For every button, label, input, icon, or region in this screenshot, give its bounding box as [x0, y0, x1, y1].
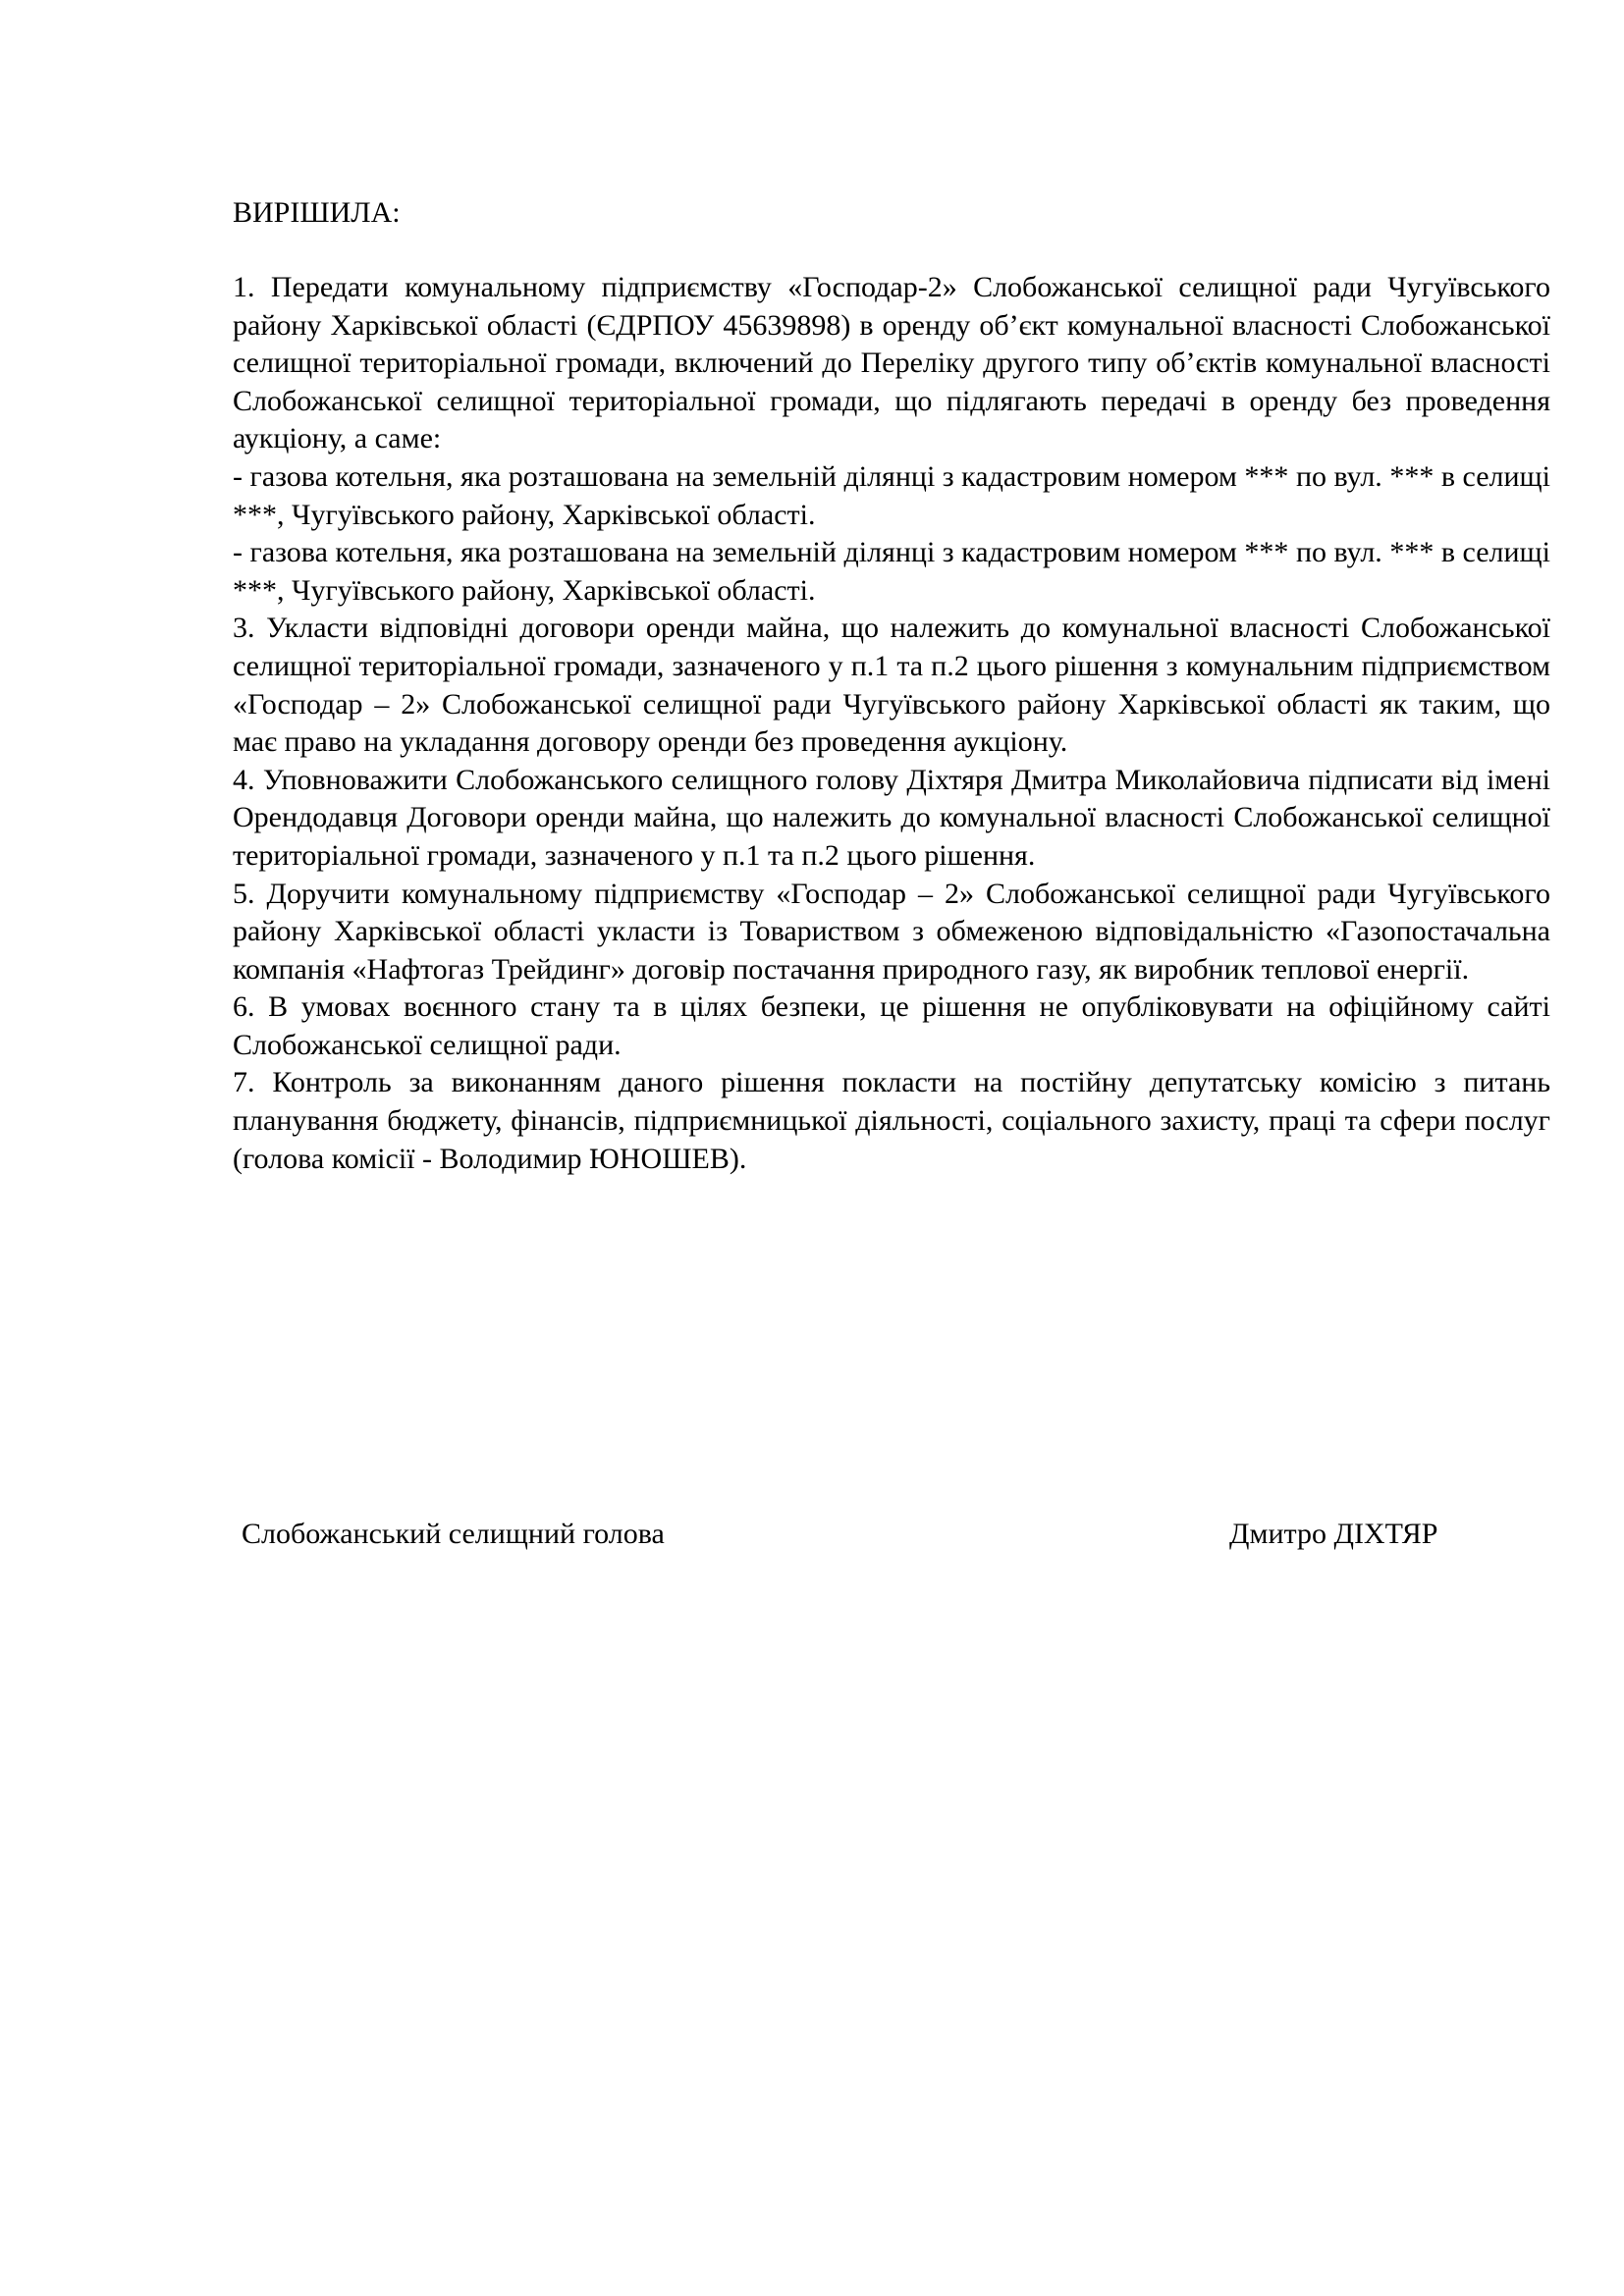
paragraph-6: 6. В умовах воєнного стану та в цілях безпеки, це рішення не опубліковувати на офіційному сайті Слобожанської селищної ради.: [233, 990, 1550, 1061]
paragraph-item-boiler-2: - газова котельня, яка розташована на земельній ділянці з кадастровим номером *** по вул. *** в селищі ***, Чугуївського району, Харківської області.: [233, 536, 1550, 607]
signature-name: Дмитро ДІХТЯР: [1229, 1518, 1438, 1550]
paragraph-3: 3. Укласти відповідні договори оренди майна, що належить до комунальної власності Слобожанської селищної територіальної громади, зазначеного у п.1 та п.2 цього рішення з комунальним підприємством «Господар – 2» Слобожанської селищної ради Чугуївського району Харківської області як таким, що має право на укладання договору оренди без проведення аукціону.: [233, 612, 1550, 759]
paragraph-5: 5. Доручити комунальному підприємству «Господар – 2» Слобожанської селищної ради Чугуївського району Харківської області укласти із Товариством з обмеженою відповідальністю «Газопостачальна компанія «Нафтогаз Трейдинг» договір постачання природного газу, як виробник теплової енергії.: [233, 877, 1550, 986]
paragraph-7: 7. Контроль за виконанням даного рішення покласти на постійну депутатську комісію з питань планування бюджету, фінансів, підприємницької діяльності, соціального захисту, праці та сфери послуг (голова комісії - Володимир ЮНОШЕВ).: [233, 1066, 1550, 1175]
decision-body: [233, 269, 1550, 1178]
paragraph-item-boiler-1: - газова котельня, яка розташована на земельній ділянці з кадастровим номером *** по вул. *** в селищі ***, Чугуївського району, Харківської області.: [233, 459, 1550, 531]
paragraph-1: 1. Передати комунальному підприємству «Господар-2» Слобожанської селищної ради Чугуївського району Харківської області (ЄДРПОУ 45639898) в оренду об’єкт комунальної власності Слобожанської селищної територіальної громади, включений до Переліку другого типу об’єктів комунальної власності Слобожанської селищної територіальної громади, що підлягають передачі в оренду без проведення аукціону, а саме:: [233, 271, 1550, 455]
paragraph-4: 4. Уповноважити Слобожанського селищного голову Діхтяря Дмитра Миколайовича підписати від імені Орендодавця Договори оренди майна, що належить до комунальної власності Слобожанської селищної територіальної громади, зазначеного у п.1 та п.2 цього рішення.: [233, 763, 1550, 872]
decision-heading: ВИРІШИЛА:: [233, 196, 401, 229]
signature-title: Слобожанський селищний голова: [242, 1518, 665, 1550]
